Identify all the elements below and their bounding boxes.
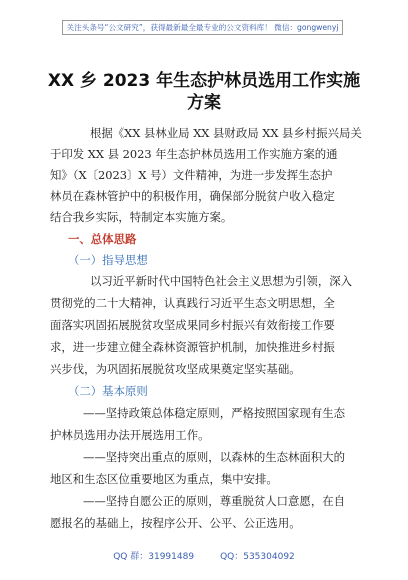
document-title-line-1: XX 乡 2023 年生态护林员选用工作实施 — [47, 71, 361, 91]
document-title-line-2: 方案 — [187, 93, 221, 113]
footer-contact — [0, 549, 408, 562]
section-heading-overall: 一、总体思路 — [68, 232, 137, 246]
intro-line: 于印发 XX 县 2023 年生态护林员选用工作实施方案的通 — [50, 147, 338, 161]
paragraph-line: 以习近平新时代中国特色社会主义思想为引领，深入 — [90, 274, 352, 288]
paragraph-line: 愿报名的基础上，按程序公开、公平、公正选用。 — [50, 516, 301, 530]
paragraph-line: 兴步伐，为巩固拓展脱贫攻坚成果奠定坚实基础。 — [50, 362, 301, 376]
paragraph-line: ——坚持突出重点的原则，以森林的生态林面积大的 — [83, 450, 345, 464]
paragraph-line: 地区和生态区位重要地区为重点，集中安排。 — [50, 472, 278, 486]
paragraph-line: 面落实巩固拓展脱贫攻坚成果同乡村振兴有效衔接工作要 — [50, 318, 335, 332]
intro-line: 根据《XX 县林业局 XX 县财政局 XX 县乡村振兴局关 — [90, 126, 362, 140]
intro-line: 林员在森林管护中的积极作用，确保部分脱贫户收入稳定 — [50, 189, 335, 203]
paragraph-line: 贯彻党的二十大精神，认真践行习近平生态文明思想，全 — [50, 296, 335, 310]
qq-number-text: QQ：535304092 — [220, 552, 295, 562]
intro-line: 结合我乡实际，特制定本实施方案。 — [50, 210, 233, 224]
paragraph-line: ——坚持自愿公正的原则，尊重脱贫人口意愿，在自 — [83, 494, 345, 508]
subsection-heading-basic-principles: （二）基本原则 — [68, 384, 148, 398]
paragraph-line: 护林员选用办法开展选用工作。 — [50, 428, 210, 442]
intro-line: 知》（X〔2023〕X 号）文件精神，为进一步发挥生态护 — [50, 168, 333, 182]
qq-group-text: QQ 群：31991489 — [113, 552, 195, 562]
paragraph-line: 求，进一步建立健全森林资源管护机制，加快推进乡村振 — [50, 340, 335, 354]
header-banner: 关注头条号“公文研究”，获得最新最全最专业的公文资料库！ 微信：gongwenyj — [62, 20, 343, 35]
paragraph-line: ——坚持政策总体稳定原则，严格按照国家现有生态 — [83, 406, 345, 420]
subsection-heading-guiding-ideology: （一）指导思想 — [68, 253, 148, 267]
